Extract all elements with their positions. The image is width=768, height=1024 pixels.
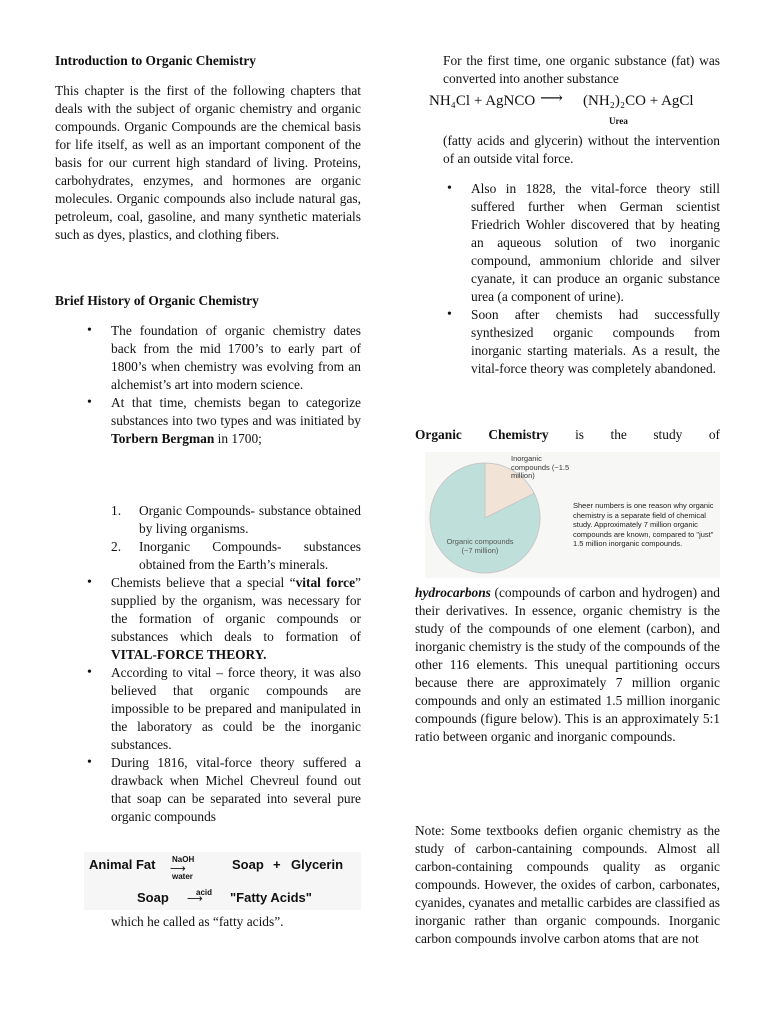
fatty-acids-text: which he called as “fatty acids”. [111, 914, 284, 929]
list-item [55, 322, 361, 394]
organic-label: Organic compounds (~7 million) [446, 537, 514, 555]
urea-label: Urea [609, 116, 628, 126]
arrow-icon: ⟶ [170, 863, 186, 875]
list-number: 1. [111, 503, 122, 518]
list-text: Inorganic Compounds- substances obtained from the Earth’s minerals. [139, 539, 361, 572]
list-item [55, 664, 361, 754]
soap-equation-figure [84, 852, 361, 910]
bullet-text: The foundation of organic chemistry dates back from the mid 1700’s to early part of 1800’s when chemistry was evolving from an alchemist’s art into modern science. [111, 323, 361, 392]
soap-label-2: Soap [137, 890, 169, 905]
list-item [415, 306, 720, 378]
organic-chemistry-term: Organic Chemistry [415, 427, 549, 442]
bullet-text: ” supplied by the organism, was necessary for the formation of organic compounds or substances which deals to formation of [111, 575, 361, 644]
list-item [55, 394, 361, 448]
plus-sign: + [273, 857, 281, 872]
urea-products: (NH₂)₂CO + AgCl [583, 93, 694, 109]
note-paragraph: Note: Some textbooks defien organic chemistry as the study of carbon-cantaining compounds. Almost all carbon-containing compounds quality as organic compounds. However, the oxides of carbon, carbonates, cyanides, cyanates and metallic carbides are classified as inorganic rather than organic compounds. Inorganic carbon compounds involve carbon atoms that are not [415, 823, 720, 946]
vital-force-theory-term: VITAL-FORCE THEORY. [111, 647, 267, 662]
compound-types-list [55, 502, 361, 574]
paragraph-text: (compounds of carbon and hydrogen) and their derivatives. In essence, organic chemistry is the study of the compounds of one element (carbon), and inorganic chemistry is the study of the compounds of the other 116 elements. This unequal partitioning occurs because there are approximately 7 million organic compounds and only an estimated 1.5 million inorganic compounds (figure below). This is an approximately 5:1 ratio between organic and inorganic compounds. [415, 585, 720, 744]
bullet-text: During 1816, vital-force theory suffered a drawback when Michel Chevreul found out that soap can be separated into several pure organic compounds [111, 755, 361, 824]
vital-force-list [55, 574, 361, 826]
bergman-name: Torbern Bergman [111, 431, 215, 446]
bullet-text: At that time, chemists began to categorize substances into two types and was initiated by [111, 395, 361, 428]
definition-text: is the study of [575, 427, 720, 442]
list-number: 2. [111, 539, 122, 554]
water-label: water [172, 872, 193, 881]
pie-chart-figure [425, 452, 720, 578]
vital-force-term: vital force [295, 575, 356, 590]
bullet-text: Chemists believe that a special “ [111, 575, 296, 590]
list-item [55, 502, 361, 538]
hydrocarbons-term: hydrocarbons [415, 585, 491, 600]
bullet-text: According to vital – force theory, it was also believed that organic compounds are impossible to be prepared and manipulated in the laboratory as could be the inorganic substances. [111, 665, 361, 752]
list-item [415, 180, 720, 306]
arrow-icon: ⟶ [187, 893, 203, 905]
acid-label: acid [196, 888, 213, 897]
hydrocarbons-paragraph [415, 584, 720, 746]
urea-equation [429, 90, 729, 128]
naoh-label: NaOH [172, 855, 195, 864]
list-text: Organic Compounds- substance obtained by living organisms. [139, 503, 361, 536]
bullet-text: Also in 1828, the vital-force theory still suffered further when German scientist Friedrich Wohler discovered that by heating an aqueous solution of two inorganic compound, ammonium chloride and silver cyanate, it can produce an organic substance urea (a component of urine). [471, 181, 720, 304]
history-list [55, 322, 361, 448]
pie-note: Sheer numbers is one reason why organic chemistry is a separate field of chemical study. Approximately 7 million organic compounds are known, compared to "just" 1.5 million inorganic compounds. [573, 501, 714, 548]
organic-chemistry-definition [415, 426, 720, 444]
bullet-text: Soon after chemists had successfully synthesized organic compounds from inorganic starting materials. As a result, the vital-force theory was completely abandoned. [471, 307, 720, 376]
arrow-icon: ⟶ [540, 90, 563, 107]
list-item [55, 754, 361, 826]
page-title: Introduction to Organic Chemistry [55, 53, 256, 68]
conversion-paragraph-end: (fatty acids and glycerin) without the intervention of an outside vital force. [443, 133, 720, 166]
conversion-paragraph: For the first time, one organic substance (fat) was converted into another substance [443, 53, 720, 86]
list-item [55, 574, 361, 664]
glycerin-label: Glycerin [291, 857, 344, 872]
fatty-acids-label: "Fatty Acids" [230, 890, 312, 905]
history-heading: Brief History of Organic Chemistry [55, 293, 259, 308]
animal-fat-label: Animal Fat [89, 857, 156, 872]
intro-paragraph: This chapter is the first of the following chapters that deals with the subject of organic chemistry and organic compounds. Organic Compounds are the chemical basis for life itself, as well as an important component of the basis for our current high standard of living. Proteins, carbohydrates, enzymes, and hormones are organic molecules. Organic compounds also include natural gas, petroleum, coal, gasoline, and many synthetic materials such as dyes, plastics, and clothing fibers. [55, 83, 361, 242]
wohler-list [415, 180, 720, 378]
inorganic-label: Inorganic compounds (~1.5 million) [511, 454, 570, 480]
urea-reactants: NH₄Cl + AgNCO [429, 93, 536, 109]
list-item [55, 538, 361, 574]
soap-label: Soap [232, 857, 264, 872]
bullet-text: in 1700; [214, 431, 262, 446]
